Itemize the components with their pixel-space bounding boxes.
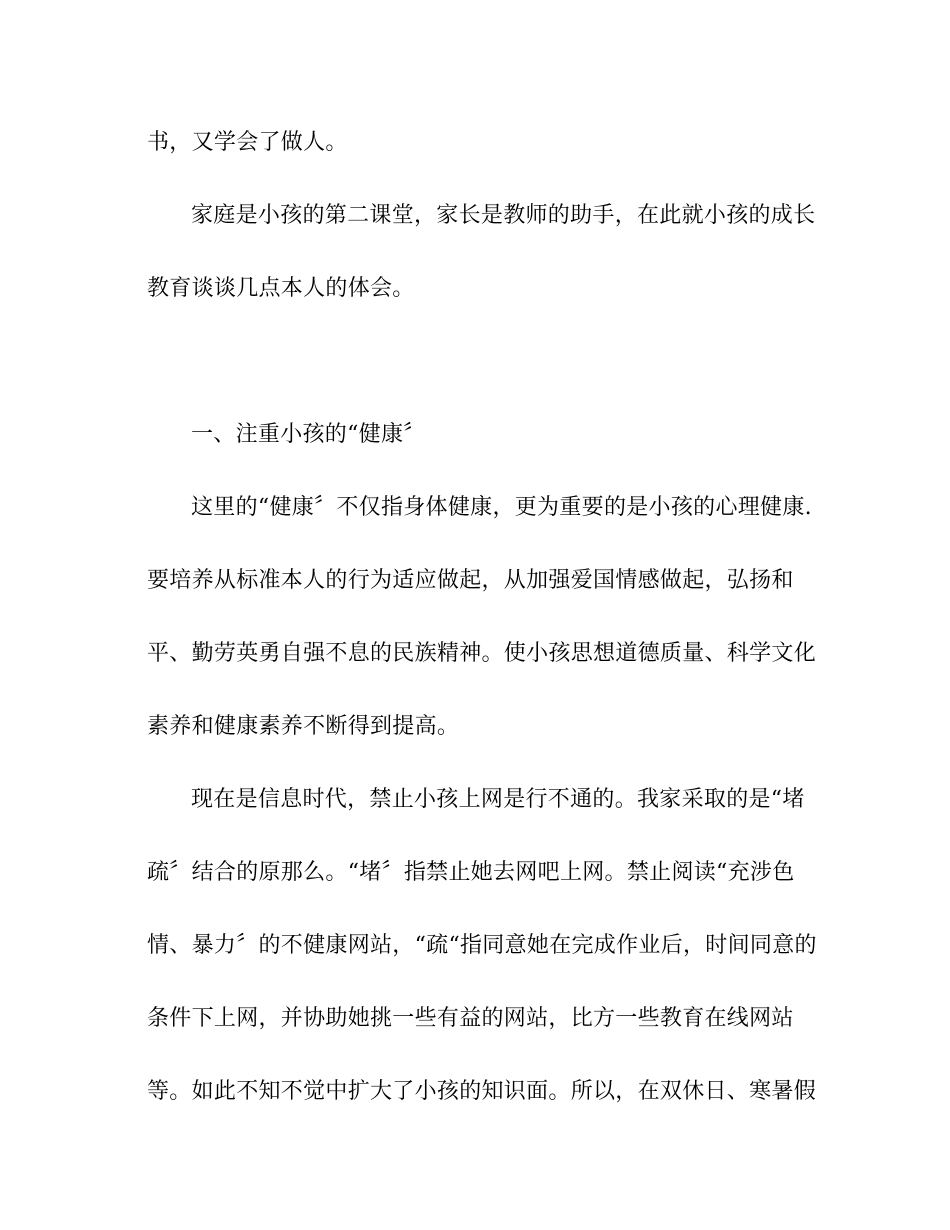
section-heading: 一、注重小孩的“健康〞 (191, 422, 426, 447)
text-line: 书，又学会了做人。 (147, 130, 348, 155)
text-line: 条件下上网，并协助她挑一些有益的网站，比方一些教育在线网站 (147, 1006, 794, 1031)
text-line: 平、勤劳英勇自强不息的民族精神。使小孩思想道德质量、科学文化 (147, 641, 817, 666)
text-line: 要培养从标准本人的行为适应做起，从加强爱国情感做起，弘扬和 (147, 568, 794, 593)
text-line: 等。如此不知不觉中扩大了小孩的知识面。所以，在双休日、寒暑假 (147, 1079, 817, 1104)
text-line: 教育谈谈几点本人的体会。 (147, 276, 415, 301)
paragraph-start-line: 这里的“健康〞不仅指身体健康，更为重要的是小孩的心理健康. (191, 495, 812, 520)
paragraph-start-line: 家庭是小孩的第二课堂，家长是教师的助手，在此就小孩的成长 (191, 203, 816, 228)
paragraph-start-line: 现在是信息时代，禁止小孩上网是行不通的。我家采取的是“堵 (191, 787, 805, 812)
text-line: 疏〞结合的原那么。“堵〞指禁止她去网吧上网。禁止阅读“充涉色 (147, 860, 795, 885)
text-line: 情、暴力〞的不健康网站，“疏“指同意她在完成作业后，时间同意的 (147, 933, 817, 958)
text-line: 素养和健康素养不断得到提高。 (147, 714, 460, 739)
